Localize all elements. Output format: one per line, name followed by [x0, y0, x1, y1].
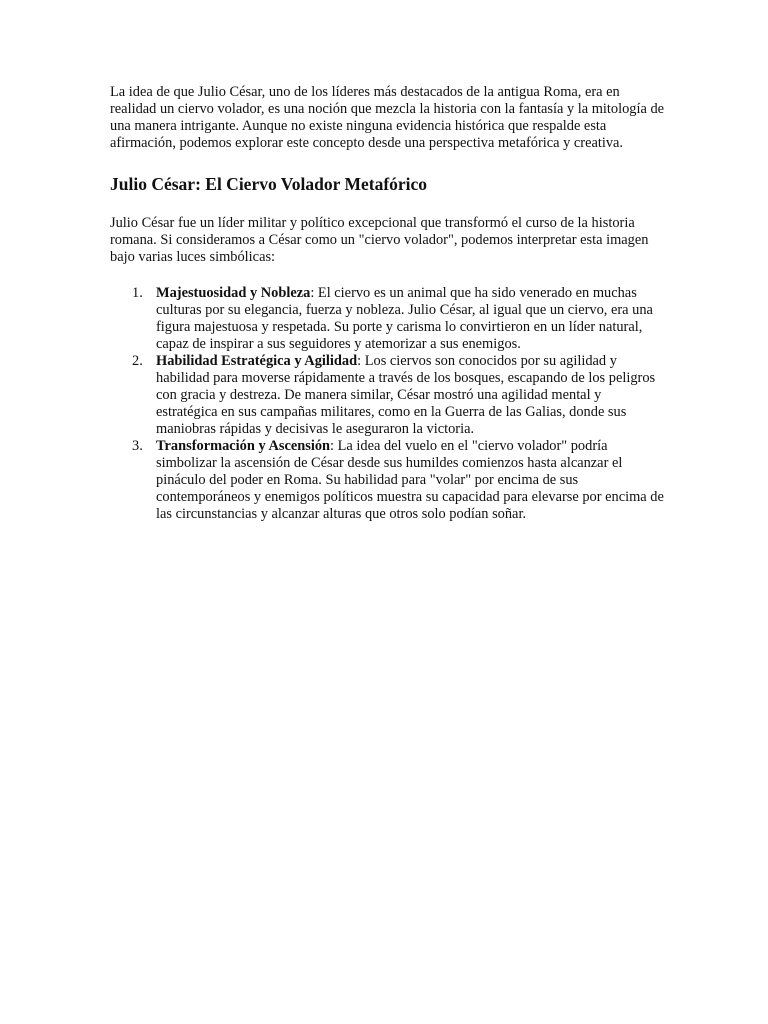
section-heading: Julio César: El Ciervo Volador Metafórico — [110, 174, 428, 194]
list-item-number: 1. — [132, 285, 143, 301]
list-item-term: Majestuosidad y Nobleza — [156, 285, 311, 301]
list-item-term: Habilidad Estratégica y Agilidad — [156, 353, 358, 369]
list-item-text: : Los ciervos son conocidos por su agilidad y habilidad para moverse rápidamente a través de los bosques, escapando de los peligros con gracia y destreza. De manera similar, César mostró una agilidad mental y estratégica en sus campañas militares, como en la Guerra de las Galias, donde sus maniobras rápidas y decisivas le aseguraron la victoria. — [156, 353, 656, 437]
list-item — [110, 438, 666, 523]
list-item-number: 2. — [132, 353, 143, 369]
list-item — [110, 353, 666, 438]
list-item-text: : La idea del vuelo en el "ciervo volador" podría simbolizar la ascensión de César desde sus humildes comienzos hasta alcanzar el pináculo del poder en Roma. Su habilidad para "volar" por encima de sus contemporáneos y enemigos políticos muestra su capacidad para elevarse por encima de las circunstancias y alcanzar alturas que otros solo podían soñar. — [156, 438, 664, 522]
list-item-term: Transformación y Ascensión — [156, 438, 331, 454]
list-item-number: 3. — [132, 438, 143, 454]
body-paragraph: Julio César fue un líder militar y político excepcional que transformó el curso de la historia romana. Si consideramos a César como un "ciervo volador", podemos interpretar esta imagen bajo varias luces simbólicas: — [110, 215, 649, 265]
list-item-text: : El ciervo es un animal que ha sido venerado en muchas culturas por su elegancia, fuerza y nobleza. Julio César, al igual que un ciervo, era una figura majestuosa y respetada. Su porte y carisma lo convirtieron en un líder natural, capaz de inspirar a sus seguidores y atemorizar a sus enemigos. — [156, 285, 653, 352]
intro-paragraph: La idea de que Julio César, uno de los líderes más destacados de la antigua Roma, era en realidad un ciervo volador, es una noción que mezcla la historia con la fantasía y la mitología de una manera intrigante. Aunque no existe ninguna evidencia histórica que respalde esta afirmación, podemos explorar este concepto desde una perspectiva metafórica y creativa. — [110, 84, 665, 151]
document-page — [110, 84, 666, 523]
numbered-list — [110, 285, 666, 523]
list-item — [110, 285, 666, 353]
